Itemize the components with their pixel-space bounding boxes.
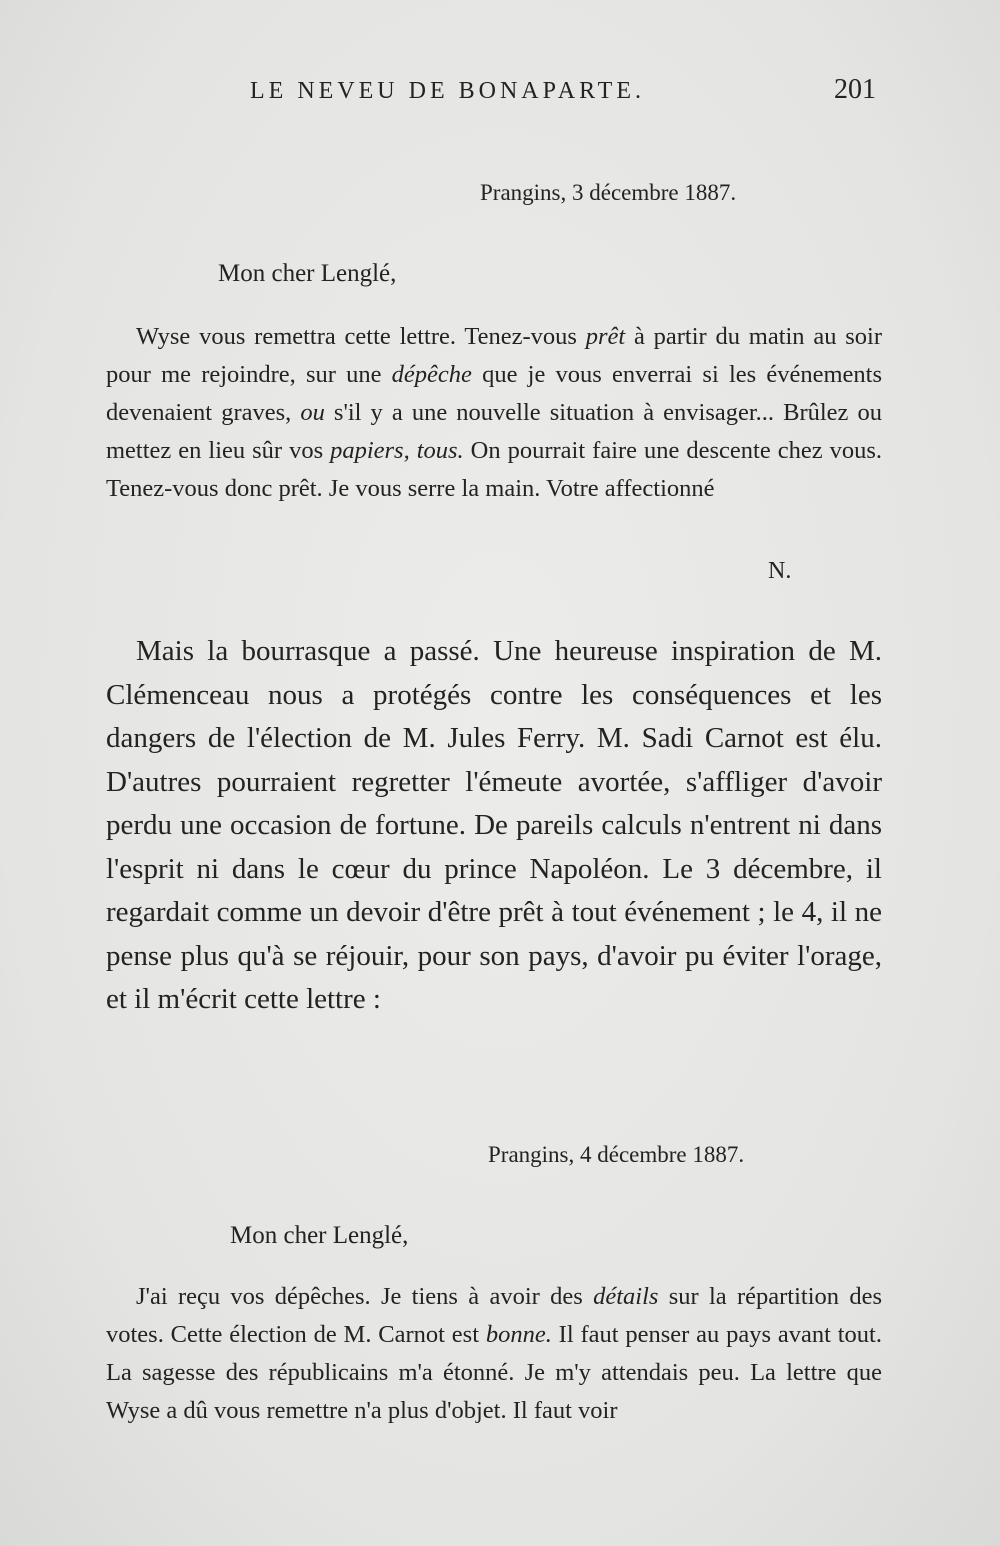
- letter1-italic-segment: dépêche: [391, 361, 472, 388]
- page-number: 201: [834, 74, 876, 105]
- letter1-salutation: Mon cher Lenglé,: [218, 260, 397, 287]
- letter1-signature: N.: [768, 558, 792, 584]
- running-title: LE NEVEU DE BONAPARTE.: [250, 78, 645, 104]
- narrative-paragraph: [106, 630, 882, 1022]
- letter2-text-segment: sur la répartition des votes. Cette élection de M. Carnot est: [106, 1283, 882, 1348]
- letter1-text-segment: que je vous enverrai si les événements devenaient graves,: [106, 361, 882, 426]
- letter2-dateline: Prangins, 4 décembre 1887.: [488, 1142, 745, 1167]
- letter1-text-segment: à partir du matin au soir pour me rejoindre, sur une: [106, 323, 882, 388]
- letter2-italic-segment: détails: [593, 1283, 659, 1310]
- letter1-italic-segment: ou: [300, 399, 325, 426]
- letter2-body: [106, 1278, 882, 1430]
- letter1-text-segment: On pourrait faire une descente chez vous. Tenez-vous donc prêt. Je vous serre la main. Votre affectionné: [106, 437, 882, 502]
- page-header: [250, 74, 890, 118]
- letter1-italic-segment: papiers, tous.: [330, 437, 464, 464]
- letter1-text-segment: s'il y a une nouvelle situation à envisager... Brûlez ou mettez en lieu sûr vos: [106, 399, 882, 464]
- letter1-text-segment: Wyse vous remettra cette lettre. Tenez-vous: [136, 323, 586, 350]
- letter2-italic-segment: bonne.: [485, 1321, 552, 1348]
- letter1-italic-segment: prêt: [585, 323, 626, 350]
- letter2-text-segment: Il faut penser au pays avant tout. La sagesse des républicains m'a étonné. Je m'y attendais peu. La lettre que Wyse a dû vous remettre n'a plus d'objet. Il faut voir: [106, 1321, 882, 1424]
- letter2-salutation: Mon cher Lenglé,: [230, 1222, 409, 1249]
- letter1-body: [106, 318, 882, 508]
- narrative-text: Mais la bourrasque a passé. Une heureuse inspiration de M. Clémenceau nous a protégés contre les conséquences et les dangers de l'élection de M. Jules Ferry. M. Sadi Carnot est élu. D'autres pourraient regretter l'émeute avortée, s'affliger d'avoir perdu une occasion de fortune. De pareils calculs n'entrent ni dans l'esprit ni dans le cœur du prince Napoléon. Le 3 décembre, il regardait comme un devoir d'être prêt à tout événement ; le 4, il ne pense plus qu'à se réjouir, pour son pays, d'avoir pu éviter l'orage, et il m'écrit cette lettre :: [106, 635, 882, 1015]
- letter1-dateline: Prangins, 3 décembre 1887.: [480, 180, 737, 205]
- letter2-text-segment: J'ai reçu vos dépêches. Je tiens à avoir des: [136, 1283, 594, 1310]
